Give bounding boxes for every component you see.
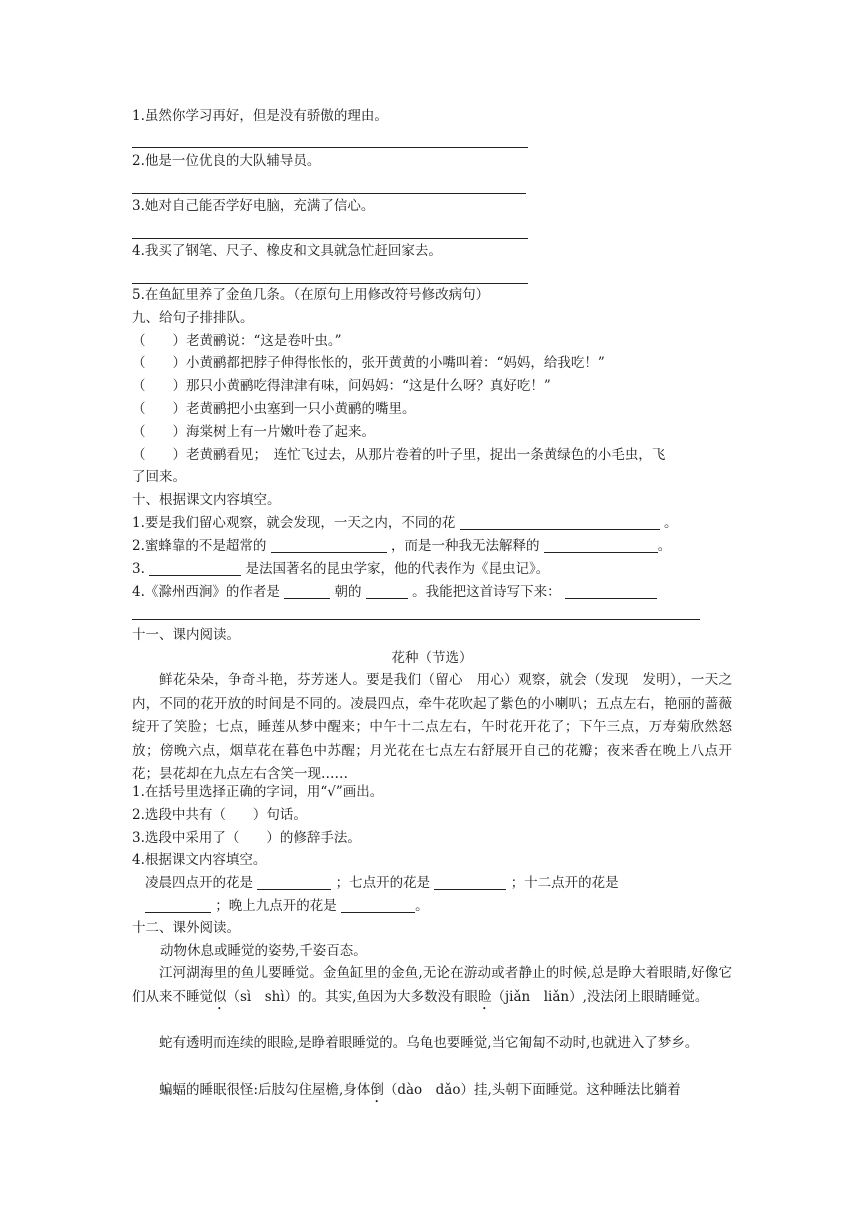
answer-line <box>132 238 528 239</box>
question-text: 4.《滁州西涧》的作者是 <box>132 584 280 600</box>
part10-q3 <box>132 560 732 578</box>
order-bracket: （ ） <box>132 355 186 371</box>
list-item <box>132 400 732 418</box>
part9-heading: 九、给句子排排队。 <box>132 310 254 326</box>
order-bracket: （ ） <box>132 424 186 440</box>
question-text: 凌晨四点开的花是 <box>145 875 253 891</box>
fill-blank[interactable] <box>257 875 331 890</box>
fill-blank[interactable] <box>544 538 658 553</box>
passage-text: （jiǎn liǎn）,没法闭上眼睛睡觉。 <box>491 988 709 1005</box>
passage-text: 蝙蝠的睡眠很怪:后肢勾住屋檐,身体 <box>159 1082 371 1098</box>
list-item <box>132 377 732 395</box>
question-text: 2.蜜蜂靠的不是超常的 <box>132 538 267 554</box>
question-text: ；十二点开的花是 <box>510 875 619 891</box>
passage-text: 江河湖海里的鱼儿要睡觉。金鱼缸里的金鱼,无论在游动或者静止的时候,总是睁大着眼睛,好像它们从来不睡觉 <box>132 965 732 1005</box>
part11-q4: 4.根据课文内容填空。 <box>132 852 267 868</box>
passage-paragraph: 蛇有透明而连续的眼睑,是睁着眼睡觉的。乌龟也要睡觉,当它匍匐不动时,也就进入了梦乡。 <box>159 1035 699 1051</box>
part10-heading: 十、根据课文内容填空。 <box>132 492 281 508</box>
passage-text: （dào dǎo）挂,头朝下面睡觉。这种睡法比躺着 <box>383 1082 681 1098</box>
part11-fill-cont <box>145 897 745 915</box>
passage-paragraph: 动物休息或睡觉的姿势,千姿百态。 <box>160 943 367 959</box>
order-sentence: 海棠树上有一片嫩叶卷了起来。 <box>186 424 375 440</box>
passage-text: （sì shì）的。其实,鱼因为大多数没有眼 <box>226 988 478 1005</box>
fill-blank[interactable] <box>284 584 330 599</box>
fill-blank[interactable] <box>565 584 657 599</box>
question-text: 3. <box>132 561 145 577</box>
order-sentence: 小黄鹂都把脖子伸得怅怅的，张开黄黄的小嘴叫着：“妈妈，给我吃！” <box>186 355 605 371</box>
dotted-char: 似 <box>213 988 227 1005</box>
passage-paragraph <box>132 962 732 1013</box>
order-sentence: 老黄鹂说：“这是卷叶虫。” <box>186 333 342 349</box>
part12-heading: 十二、课外阅读。 <box>132 920 240 936</box>
answer-line <box>132 147 528 148</box>
answer-line <box>132 283 528 284</box>
answer-line <box>132 193 526 194</box>
fill-blank[interactable] <box>145 898 211 913</box>
part11-q2: 2.选段中共有（ ）句话。 <box>132 807 307 823</box>
part10-q1 <box>132 514 732 532</box>
part11-fill <box>145 874 745 892</box>
fill-blank[interactable] <box>460 515 660 530</box>
question-text: ；七点开的花是 <box>335 875 431 891</box>
question-text: 。 <box>663 515 678 531</box>
passage-text: 鲜花朵朵，争奇斗艳，芬芳迷人。要是我们（留心 用心）观察，就会（发现 发明），一天之内，不同的花开放的时间是不同的。凌晨四点，牵牛花吹起了紫色的小喇叭；五点左右，艳丽的蔷薇绽开了笑脸；七点，睡莲从梦中醒来；中午十二点左右，午时花开花了；下午三点，万寿菊欣然怒放；傍晚六点，烟草花在暮色中苏醒；月光花在七点左右舒展开自己的花瓣；夜来香在晚上八点开花；昙花却在九点左右含笑一现…… <box>132 672 732 783</box>
fill-blank[interactable] <box>149 561 241 576</box>
list-item <box>132 354 732 372</box>
order-bracket: （ ） <box>132 447 186 463</box>
list-item <box>132 423 732 441</box>
part8-q1: 1.虽然你学习再好，但是没有骄傲的理由。 <box>132 108 388 124</box>
fill-blank[interactable] <box>271 538 387 553</box>
part8-q2: 2.他是一位优良的大队辅导员。 <box>132 153 321 169</box>
question-text: 1.要是我们留心观察，就会发现，一天之内，不同的花 <box>132 515 456 531</box>
question-text: ；晚上九点开的花是 <box>215 898 337 914</box>
list-item <box>132 446 732 464</box>
question-text: 。我能把这首诗写下来： <box>412 584 561 600</box>
passage-title: 花种（节选） <box>391 650 473 666</box>
order-bracket: （ ） <box>132 378 186 394</box>
order-sentence-continued: 了回来。 <box>132 469 186 485</box>
order-sentence: 老黄鹂看见； 连忙飞过去，从那片卷着的叶子里，捉出一条黄绿色的小毛虫，飞 <box>186 447 666 463</box>
dotted-char: 睑 <box>477 988 492 1005</box>
part8-q4: 4.我买了钢笔、尺子、橡皮和文具就急忙赶回家去。 <box>132 243 442 259</box>
order-bracket: （ ） <box>132 401 186 417</box>
fill-blank[interactable] <box>366 584 408 599</box>
passage-paragraph <box>132 1079 732 1106</box>
question-text: 朝的 <box>334 584 362 600</box>
part8-q3: 3.她对自己能否学好电脑，充满了信心。 <box>132 198 375 214</box>
fill-blank[interactable] <box>434 875 506 890</box>
order-bracket: （ ） <box>132 333 186 349</box>
question-text: 。 <box>415 898 429 914</box>
question-text: 是法国著名的昆虫学家，他的代表作为《昆虫记》。 <box>245 561 550 577</box>
part11-q3: 3.选段中采用了（ ）的修辞手法。 <box>132 830 361 846</box>
part11-q1: 1.在括号里选择正确的字词，用“√”画出。 <box>132 784 384 800</box>
part10-q4 <box>132 583 732 601</box>
dotted-char: 倒 <box>370 1082 384 1098</box>
answer-line <box>132 619 700 620</box>
order-sentence: 老黄鹂把小虫塞到一只小黄鹂的嘴里。 <box>186 401 416 417</box>
part10-q2 <box>132 537 732 555</box>
question-text: 。 <box>657 538 672 554</box>
list-item <box>132 332 732 350</box>
fill-blank[interactable] <box>341 898 415 913</box>
part11-heading: 十一、课内阅读。 <box>132 627 240 643</box>
part8-q5: 5.在鱼缸里养了金鱼几条。（在原句上用修改符号修改病句） <box>132 287 490 303</box>
question-text: ，而是一种我无法解释的 <box>390 538 540 554</box>
order-sentence: 那只小黄鹂吃得津津有味，问妈妈：“这是什么呀？真好吃！” <box>186 378 551 394</box>
